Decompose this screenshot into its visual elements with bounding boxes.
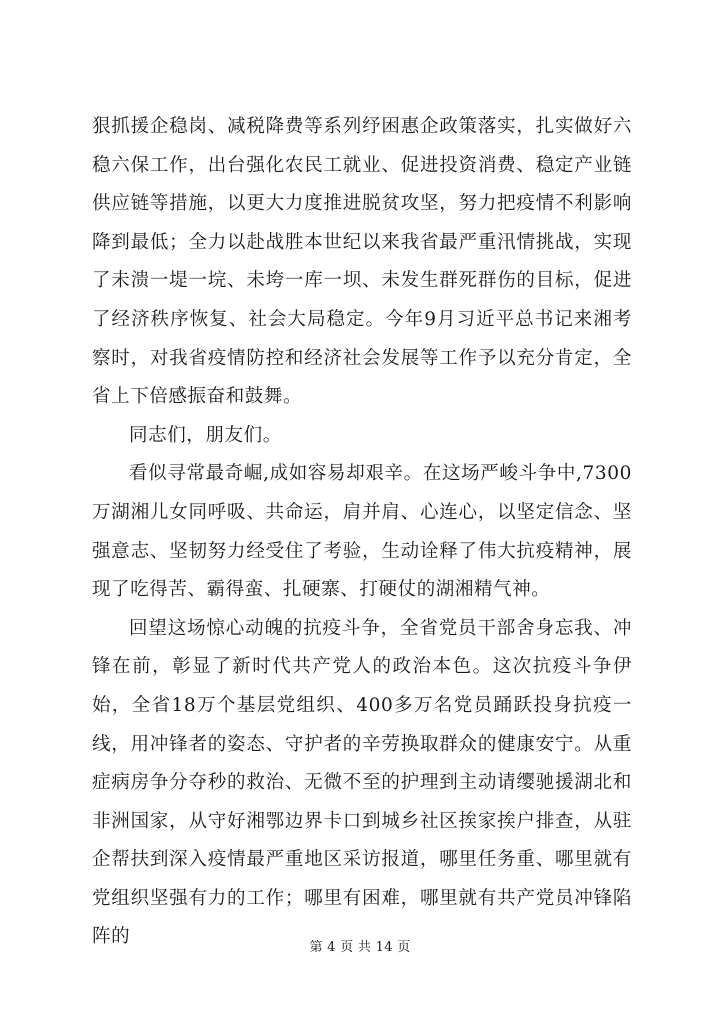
page-number-label: 第 4 页 共 14 页 — [309, 940, 411, 955]
document-body — [92, 108, 632, 957]
paragraph-1: 狠抓援企稳岗、减税降费等系列纾困惠企政策落实，扎实做好六稳六保工作，出台强化农民工就业、促进投资消费、稳定产业链供应链等措施，以更大力度推进脱贫攻坚，努力把疫情不利影响降到最低；全力以赴战胜本世纪以来我省最严重汛情挑战，实现了未溃一堤一垸、未垮一库一坝、未发生群死群伤的目标，促进了经济秩序恢复、社会大局稳定。今年9月习近平总书记来湘考察时，对我省疫情防控和经济社会发展等工作予以充分肯定，全省上下倍感振奋和鼓舞。 — [92, 116, 632, 408]
paragraph-4: 回望这场惊心动魄的抗疫斗争，全省党员干部舍身忘我、冲锋在前，彰显了新时代共产党人的政治本色。这次抗疫斗争伊始，全省18万个基层党组织、400多万名党员踊跃投身抗疫一线，用冲锋者的姿态、守护者的辛劳换取群众的健康安宁。从重症病房争分夺秒的救治、无微不至的护理到主动请缨驰援湖北和非洲国家，从守好湘鄂边界卡口到城乡社区挨家挨户排查，从驻企帮扶到深入疫情最严重地区采访报道，哪里任务重、哪里就有党组织坚强有力的工作；哪里有困难，哪里就有共产党员冲锋陷阵的 — [92, 617, 632, 948]
paragraph-2: 同志们，朋友们。 — [129, 424, 282, 446]
paragraph-3: 看似寻常最奇崛,成如容易却艰辛。在这场严峻斗争中,7300万湖湘儿女同呼吸、共命运，肩并肩、心连心，以坚定信念、坚强意志、坚韧努力经受住了考验，生动诠释了伟大抗疫精神，展现了吃得苦、霸得蛮、扎硬寨、打硬仗的湖湘精气神。 — [92, 463, 632, 601]
page-footer — [0, 936, 720, 955]
